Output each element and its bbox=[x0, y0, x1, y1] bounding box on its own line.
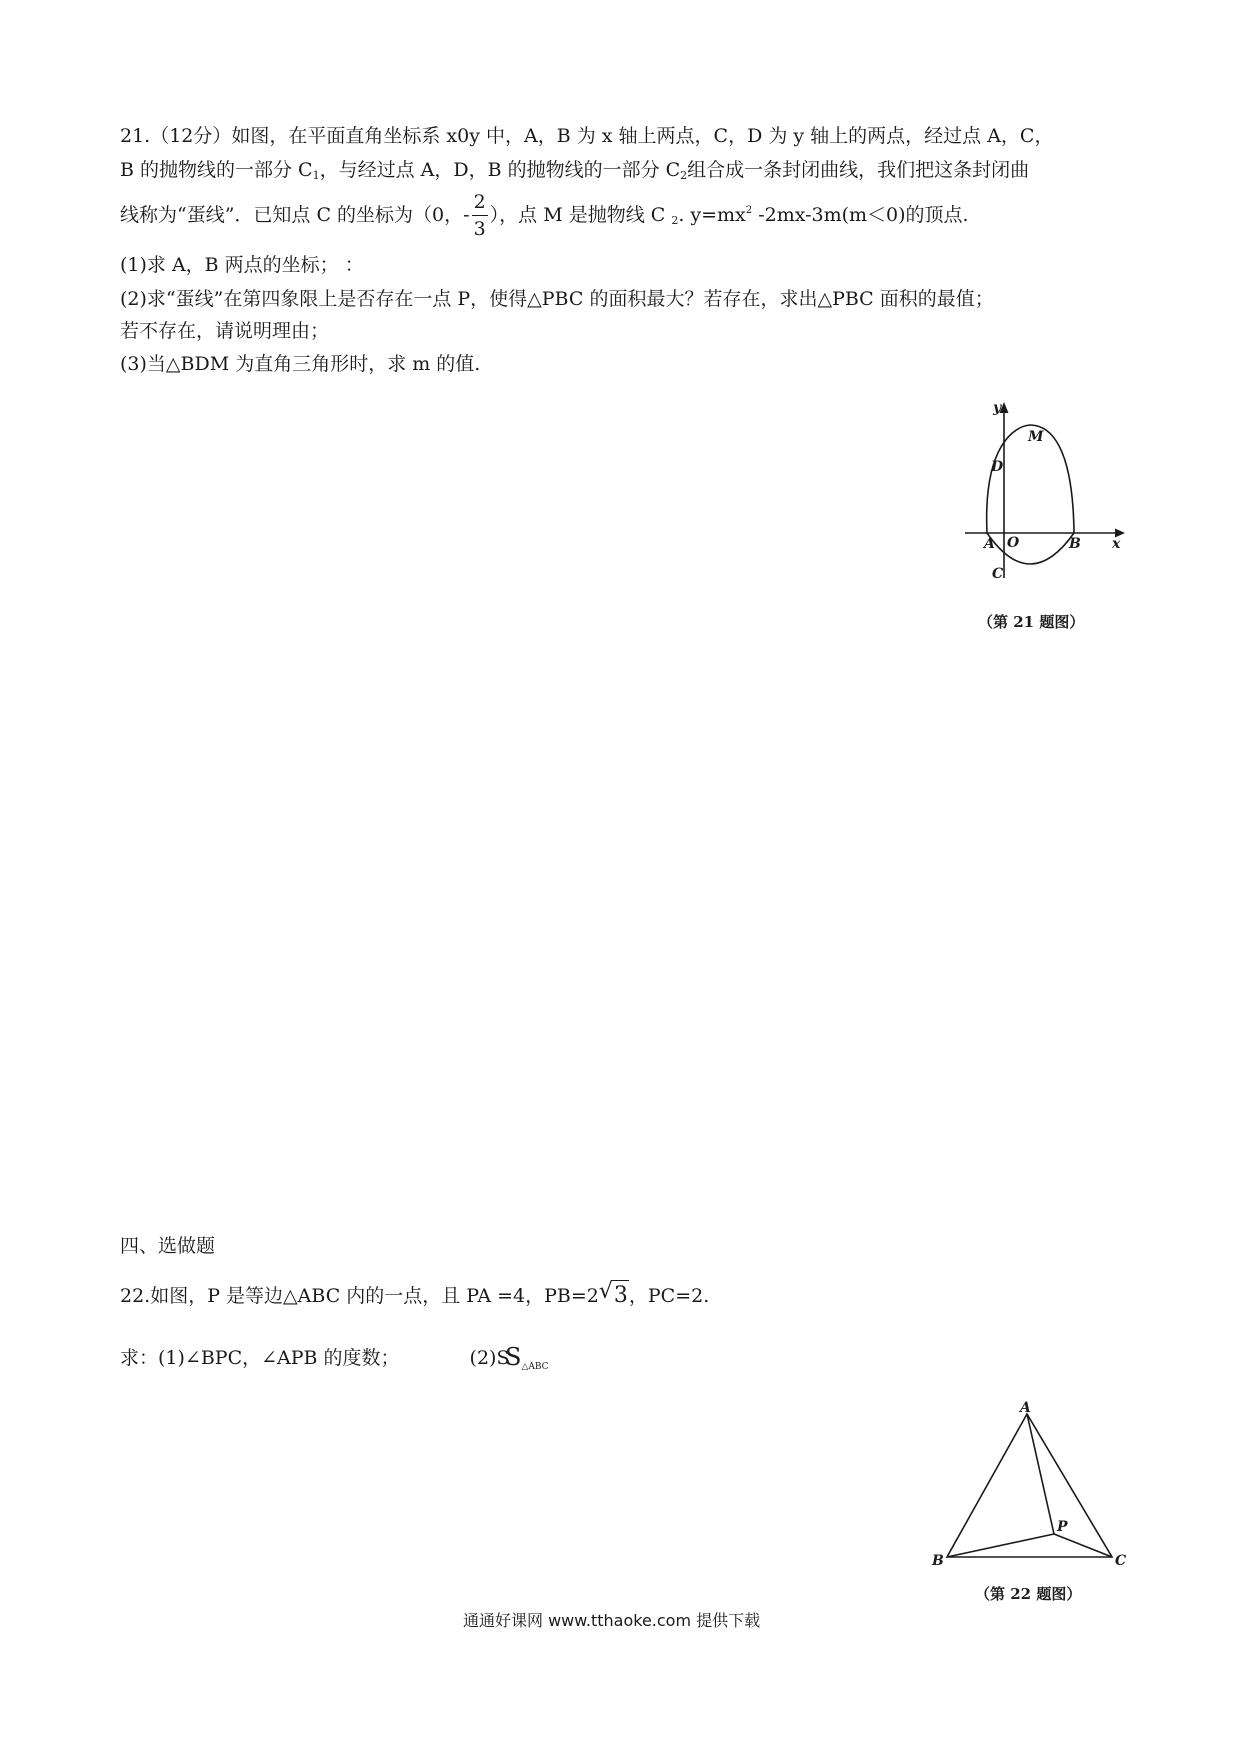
label-B: B bbox=[932, 1553, 944, 1569]
label-O: O bbox=[1007, 535, 1020, 551]
segment-PA bbox=[1027, 1414, 1054, 1534]
figure-22-caption: （第 22 题图） bbox=[975, 1585, 1082, 1603]
label-x: x bbox=[1112, 536, 1121, 552]
label-C: C bbox=[992, 566, 1004, 582]
label-C: C bbox=[1115, 1553, 1127, 1569]
segment-PC bbox=[1054, 1534, 1112, 1557]
q21-line-1: 21.（12分）如图，在平面直角坐标系 x0y 中，A，B 为 x 轴上两点，C，D 为 y 轴上的两点，经过点 A，C， bbox=[120, 125, 1054, 147]
figure-21-caption: （第 21 题图） bbox=[978, 613, 1085, 631]
triangle-ABC bbox=[947, 1414, 1112, 1557]
q21-part-3: (3)当△BDM 为直角三角形时，求 m 的值. bbox=[120, 353, 481, 375]
label-D: D bbox=[991, 459, 1004, 475]
q21-part-2-line-2: 若不存在，请说明理由； bbox=[120, 320, 330, 342]
q21-part-1: (1)求 A，B 两点的坐标； ： bbox=[120, 254, 364, 276]
label-M: M bbox=[1028, 429, 1044, 445]
section-4-title: 四、选做题 bbox=[120, 1235, 216, 1257]
q21-line-3: 线称为“蛋线”．已知点 C 的坐标为（0，- $\frac{2}{3}$ ），点 M 是抛物线 C $_2$. $y=mx^2$ -2mx-3m(m＜0)的顶点. bbox=[120, 191, 969, 240]
fraction: $\frac{2}{3}$ bbox=[473, 191, 486, 240]
label-A: A bbox=[984, 536, 995, 552]
egg-curve-lower bbox=[987, 533, 1074, 564]
sqrt-3: √ 3 bbox=[598, 1279, 628, 1308]
q22-line-1: 22.如图，P 是等边△ABC 内的一点，且 PA =4，PB=2 √ 3，PC=2. bbox=[120, 1279, 710, 1308]
label-A: A bbox=[1020, 1400, 1031, 1416]
q22-area-symbol: $S_{\triangle ABC}$ bbox=[505, 1343, 549, 1372]
q21-line-2: B 的抛物线的一部分 $C_1$，与经过点 A，D，B 的抛物线的一部分 $C_2$组合成一条封闭曲线，我们把这条封闭曲 bbox=[120, 159, 1030, 182]
figure-21 bbox=[955, 395, 1135, 605]
label-B: B bbox=[1069, 536, 1081, 552]
footer-source: 通通好课网 www.tthaoke.com 提供下载 bbox=[463, 1611, 761, 1630]
figure-22 bbox=[925, 1400, 1135, 1580]
segment-PB bbox=[947, 1534, 1054, 1557]
q22-line-2: 求：(1)∠BPC，∠APB 的度数； (2)S bbox=[120, 1347, 510, 1369]
label-P: P bbox=[1057, 1519, 1068, 1535]
label-y: y bbox=[993, 400, 1002, 416]
q21-part-2-line-1: (2)求“蛋线”在第四象限上是否存在一点 P，使得△PBC 的面积最大？若存在，求出△PBC 面积的最值； bbox=[120, 288, 994, 310]
